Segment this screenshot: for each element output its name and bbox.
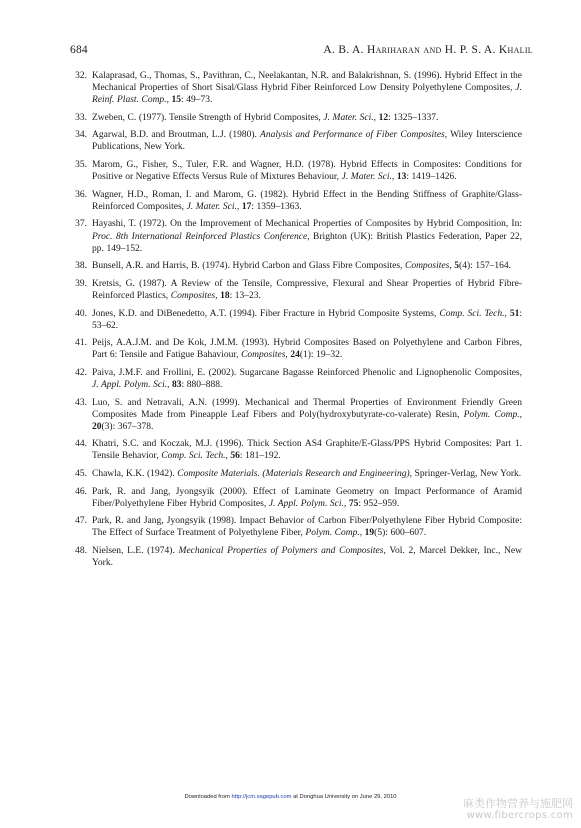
- reference-text: ,: [343, 498, 349, 509]
- reference-italic-text: Comp. Sci. Tech.: [439, 308, 505, 319]
- footer-suffix: at Donghua University on June 29, 2010: [291, 794, 397, 800]
- reference-text: Wagner, H.D., Roman, I. and Marom, G. (1982). Hybrid Effect in the Bending Stiffness of Graphite/Glass-Reinforced Composites,: [92, 189, 522, 212]
- reference-number: 42.: [75, 367, 87, 378]
- reference-text: , Springer-Verlag, New York.: [409, 469, 522, 480]
- reference-text: Kretsis, G. (1987). A Review of the Tensile, Compressive, Flexural and Shear Properties of Hybrid Fibre-Reinforced Plastics,: [92, 278, 522, 301]
- reference-entry: [67, 397, 522, 433]
- reference-italic-text: Comp. Sci. Tech.: [161, 451, 226, 462]
- reference-number: 41.: [75, 338, 87, 349]
- reference-number: 33.: [75, 112, 87, 123]
- reference-italic-text: Analysis and Performance of Fiber Composites: [260, 130, 445, 141]
- reference-text: : 181–192.: [239, 451, 281, 462]
- reference-italic-text: Composites: [241, 350, 286, 361]
- reference-number: 45.: [75, 469, 87, 480]
- reference-text: : 49–73.: [181, 95, 213, 106]
- reference-italic-text: J. Mater. Sci.: [186, 201, 237, 212]
- reference-volume: 18: [220, 290, 230, 301]
- reference-number: 36.: [75, 189, 87, 200]
- reference-text: ,: [391, 172, 397, 183]
- reference-text: ,: [225, 451, 231, 462]
- reference-italic-text: J. Reinf. Plast. Comp.: [92, 83, 522, 106]
- reference-text: Chawla, K.K. (1942).: [92, 469, 178, 480]
- reference-number: 35.: [75, 160, 87, 171]
- reference-italic-text: Proc. 8th International Reinforced Plastics Conference: [92, 231, 308, 242]
- reference-entry: [67, 129, 522, 153]
- site-watermark: [463, 798, 573, 822]
- reference-entry: [67, 278, 522, 302]
- reference-volume: 19: [364, 528, 375, 539]
- reference-italic-text: Composites: [170, 290, 216, 301]
- watermark-url: www.fibercrops.com: [466, 810, 573, 821]
- reference-volume: 51: [509, 308, 520, 319]
- reference-text: Nielsen, L.E. (1974).: [92, 546, 179, 556]
- reference-text: (3): 367–378.: [101, 421, 154, 432]
- reference-text: : 880–888.: [181, 379, 223, 390]
- reference-italic-text: Polym. Comp.: [463, 409, 520, 420]
- reference-italic-text: J. Mater. Sci.: [323, 112, 374, 123]
- reference-text: Luo, S. and Netravali, A.N. (1999). Mechanical and Thermal Properties of Environment Friendly Green Composites Made from Pineapple Leaf Fibers and Poly(hydroxybutyrate-co-valerate) Resin,: [92, 397, 522, 420]
- reference-text: : 13–23.: [229, 290, 261, 301]
- reference-volume: 15: [171, 95, 182, 106]
- reference-italic-text: J. Appl. Polym. Sci.: [268, 498, 344, 509]
- reference-number: 39.: [75, 278, 87, 289]
- reference-number: 46.: [75, 486, 87, 497]
- reference-number: 43.: [75, 397, 87, 408]
- reference-volume: 83: [172, 379, 182, 390]
- reference-italic-text: Composites: [404, 261, 450, 272]
- reference-number: 44.: [75, 439, 87, 450]
- reference-text: (4): 157–164.: [459, 261, 511, 272]
- reference-text: : 1419–1426.: [406, 172, 457, 183]
- reference-volume: 12: [378, 112, 389, 123]
- reference-text: ,: [449, 261, 455, 272]
- reference-entry: [67, 189, 522, 213]
- reference-list: [67, 70, 522, 575]
- running-head: A. B. A. Hariharan and H. P. S. A. Khalil: [323, 44, 533, 56]
- reference-text: : 1325–1337.: [388, 112, 439, 123]
- reference-entry: [67, 308, 522, 332]
- footer-link[interactable]: http://jcm.sagepub.com: [231, 794, 292, 800]
- reference-text: Hayashi, T. (1972). On the Improvement of Mechanical Properties of Composites by Hybrid Composition, In:: [92, 219, 522, 230]
- reference-entry: [67, 159, 522, 183]
- reference-entry: [67, 367, 522, 391]
- reference-text: Agarwal, B.D. and Broutman, L.J. (1980).: [92, 130, 261, 141]
- reference-number: 34.: [75, 130, 87, 141]
- reference-italic-text: Mechanical Properties of Polymers and Composites: [178, 546, 384, 556]
- reference-entry: [67, 337, 522, 361]
- reference-entry: [67, 468, 522, 480]
- reference-volume: 75: [348, 498, 359, 509]
- reference-text: ,: [504, 308, 510, 319]
- reference-text: ,: [285, 350, 291, 361]
- reference-text: (1): 19–32.: [299, 350, 343, 361]
- reference-entry: [67, 112, 522, 124]
- reference-text: Kalaprasad, G., Thomas, S., Pavithran, C., Neelakantan, N.R. and Balakrishnan, S. (1996). Hybrid Effect in the Mechanical Properties of Short Sisal/Glass Hybrid Fiber Reinforced Low Density Polyethylene Composites,: [92, 71, 522, 94]
- reference-volume: 20: [92, 421, 102, 432]
- reference-volume: 13: [396, 172, 407, 183]
- reference-text: ,: [215, 290, 221, 301]
- reference-number: 47.: [75, 516, 87, 527]
- reference-text: , Brighton (UK): British Plastics Federation, Paper 22, pp. 149–152.: [92, 231, 522, 254]
- reference-text: ,: [359, 528, 365, 539]
- reference-text: : 1359–1363.: [251, 201, 302, 212]
- reference-text: Peijs, A.A.J.M. and De Kok, J.M.M. (1993). Hybrid Composites Based on Polyethylene and Carbon Fibres, Part 6: Tensile and Fatigue Bahaviour,: [92, 338, 522, 361]
- reference-italic-text: J. Mater. Sci.: [341, 172, 392, 183]
- reference-volume: 5: [454, 261, 460, 272]
- reference-entry: [67, 218, 522, 254]
- reference-text: ,: [236, 201, 242, 212]
- reference-text: Marom, G., Fisher, S., Tuler, F.R. and Wagner, H.D. (1978). Hybrid Effects in Composites: Conditions for Positive or Negative Effects Versus Rule of Mixtures Behaviour,: [92, 160, 522, 183]
- reference-entry: [67, 70, 522, 106]
- reference-text: ,: [373, 112, 379, 123]
- reference-text: (5): 600–607.: [374, 528, 427, 539]
- reference-text: ,: [519, 409, 523, 420]
- reference-number: 32.: [75, 71, 87, 81]
- reference-volume: 17: [241, 201, 252, 212]
- reference-number: 48.: [75, 546, 87, 556]
- reference-text: : 53–62.: [92, 308, 522, 331]
- page-number: 684: [70, 44, 88, 56]
- reference-entry: [67, 438, 522, 462]
- reference-italic-text: Polym. Comp.: [305, 528, 360, 539]
- reference-entry: [67, 486, 522, 510]
- reference-text: ,: [166, 95, 172, 106]
- reference-text: Zweben, C. (1977). Tensile Strength of Hybrid Composites,: [92, 112, 324, 123]
- reference-italic-text: J. Appl. Polym. Sci.: [92, 379, 168, 390]
- reference-number: 40.: [75, 308, 87, 319]
- reference-number: 37.: [75, 219, 87, 230]
- reference-volume: 56: [230, 451, 240, 462]
- reference-text: ,: [167, 379, 173, 390]
- reference-text: Park, R. and Jang, Jyongsyik (2000). Effect of Laminate Geometry on Impact Performance of Aramid Fiber/Polyethylene Fiber Hybrid Composites,: [92, 486, 522, 509]
- reference-entry: [67, 545, 522, 569]
- reference-text: Paiva, J.M.F. and Frollini, E. (2002). Sugarcane Bagasse Reinforced Phenolic and Lignophenolic Composites,: [92, 367, 522, 378]
- reference-text: , Vol. 2, Marcel Dekker, Inc., New York.: [92, 546, 522, 569]
- page-header: [70, 44, 533, 60]
- reference-italic-text: Composite Materials. (Materials Research and Engineering): [177, 469, 410, 480]
- reference-entry: [67, 515, 522, 539]
- reference-number: 38.: [75, 261, 87, 272]
- reference-text: Bunsell, A.R. and Harris, B. (1974). Hybrid Carbon and Glass Fibre Composites,: [92, 261, 405, 272]
- watermark-text: 麻类作物营养与施肥网: [463, 797, 573, 810]
- reference-text: Park, R. and Jang, Jyongsyik (1998). Impact Behavior of Carbon Fiber/Polyethylene Fiber Hybrid Composite: The Effect of Surface Treatment of Polyethylene Fiber,: [92, 516, 522, 539]
- reference-text: , Wiley Interscience Publications, New York.: [92, 130, 522, 153]
- reference-entry: [67, 260, 522, 272]
- footer-prefix: Downloaded from: [184, 794, 232, 800]
- reference-volume: 24: [290, 350, 300, 361]
- reference-text: Jones, K.D. and DiBenedetto, A.T. (1994). Fiber Fracture in Hybrid Composite Systems,: [92, 308, 440, 319]
- reference-text: : 952–959.: [358, 498, 400, 509]
- reference-text: Khatri, S.C. and Koczak, M.J. (1996). Thick Section AS4 Graphite/E-Glass/PPS Hybrid Composites: Part 1. Tensile Behavior,: [92, 439, 522, 462]
